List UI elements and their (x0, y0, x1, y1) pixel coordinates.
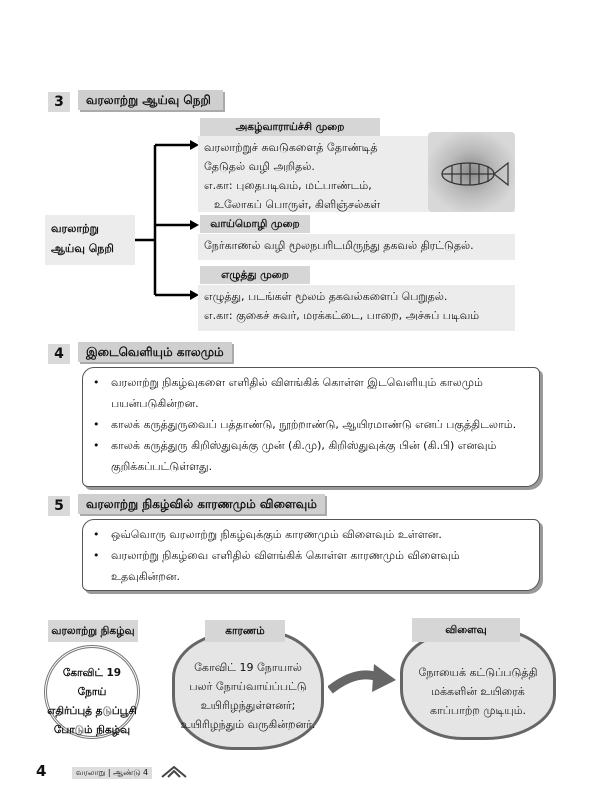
cause-title: காரணம் (205, 620, 285, 642)
cause-line: கோவிட் 19 நோயால் (194, 661, 302, 674)
method-title: எழுத்து முறை (200, 266, 310, 284)
event-line: கோவிட் 19 நோய் (62, 667, 122, 698)
method-line: வரலாற்றுச் சுவடுகளைத் தோண்டித் (204, 141, 378, 154)
root-label: வரலாற்று ஆய்வு நெறி (45, 215, 135, 265)
method-line: எ.கா: குகைச் சுவர், மரக்கட்டை, பாறை, அச்சுப் படிவம் (204, 309, 480, 322)
cause-line: பலர் நோய்வாய்ப்பட்டு (189, 680, 307, 693)
method-line: எழுத்து, படங்கள் மூலம் தகவல்களைப் பெறுதல். (204, 290, 448, 303)
bullet-item: • காலக் கருத்துருவைப் பத்தாண்டு, நூற்றாண்டு, ஆயிரமாண்டு எனப் பகுத்திடலாம். (111, 414, 529, 435)
section-number: 3 (48, 92, 70, 112)
section-heading: வரலாற்று ஆய்வு நெறி (78, 90, 223, 110)
info-box (82, 519, 540, 591)
book-logo-icon (160, 763, 188, 779)
effect-line: மக்களின் உயிரைக் (431, 684, 525, 698)
page-number: 4 (36, 762, 47, 780)
effect-cloud (400, 628, 556, 740)
fish-fossil-image (428, 132, 515, 212)
bullet-item: • வரலாற்று நிகழ்வை எளிதில் விளங்கிக் கொள்ள காரணமும் விளைவும் உதவுகின்றன. (111, 545, 529, 587)
section-heading: இடைவெளியும் காலமும் (78, 342, 232, 362)
cause-line: உயிரிழந்தும் வருகின்றனர். (180, 718, 316, 731)
cause-line: உயிரிழந்துள்ளனர்; (200, 699, 296, 712)
event-title: வரலாற்று நிகழ்வு (48, 620, 138, 642)
method-title: வாய்மொழி முறை (200, 215, 310, 233)
method-card (198, 234, 515, 260)
effect-line: நோயைக் கட்டுப்படுத்தி (418, 665, 538, 679)
info-box (82, 367, 540, 487)
event-line: போடும் நிகழ்வு (53, 724, 131, 736)
branch-connector (135, 135, 205, 305)
footer-book-label: வரலாறு | ஆண்டு 4 (72, 767, 152, 779)
bullet-item: • வரலாற்று நிகழ்வுகளை எளிதில் விளங்கிக் கொள்ள இடவெளியும் காலமும் பயன்படுகின்றன. (111, 372, 529, 414)
method-line: தேடுதல் வழி அறிதல். (204, 160, 315, 173)
effect-line: காப்பாற்ற முடியும். (429, 703, 527, 717)
section-number: 4 (48, 344, 70, 364)
event-line: எதிர்ப்புத் தடுப்பூசி (47, 705, 137, 717)
method-line: உலோகப் பொருள், கிளிஞ்சல்கள் (214, 198, 381, 211)
section-heading: வரலாற்று நிகழ்வில் காரணமும் விளைவும் (78, 494, 325, 514)
bullet-item: • ஒவ்வொரு வரலாற்று நிகழ்வுக்கும் காரணமும் விளைவும் உள்ளன. (111, 524, 529, 545)
bullet-item: • காலக் கருத்துரு கிறிஸ்துவுக்கு முன் (கி.மு), கிறிஸ்துவுக்கு பின் (கி.பி) எனவும் குறிக்கப்பட்டுள்ளது. (111, 435, 529, 477)
method-card (198, 285, 515, 331)
curved-arrow-icon (328, 660, 400, 700)
method-line: நேர்காணல் வழி மூலநபரிடமிருந்து தகவல் திரட்டுதல். (204, 239, 474, 252)
method-title: அகழ்வாராய்ச்சி முறை (200, 118, 380, 136)
method-line: எ.கா: புதைபடிவம், மட்பாண்டம், (204, 179, 372, 192)
event-circle (44, 645, 140, 739)
effect-title: விளைவு (412, 618, 520, 642)
section-number: 5 (48, 496, 70, 516)
cause-cloud (172, 630, 324, 750)
